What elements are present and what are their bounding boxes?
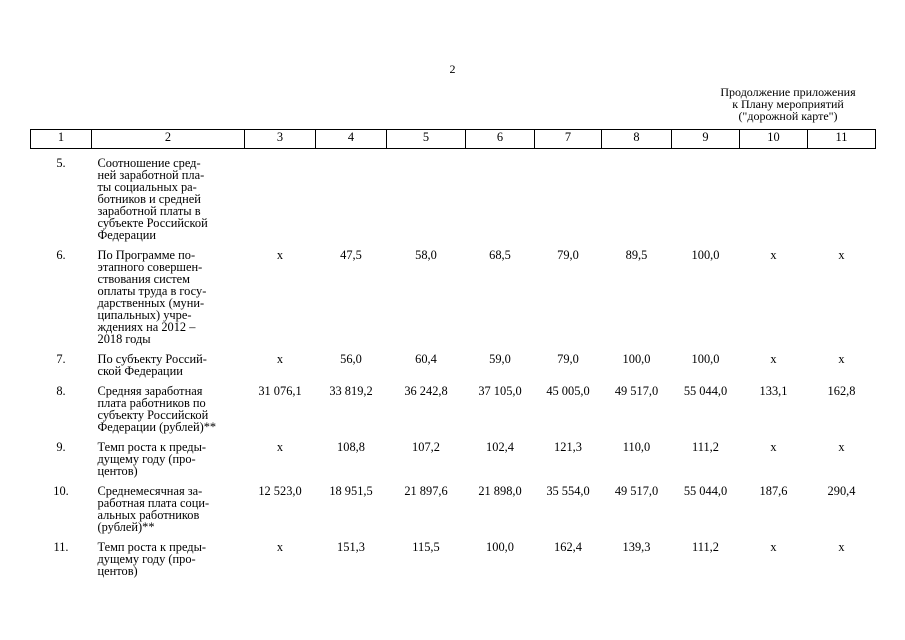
value-cell [387,157,466,241]
indicator-name-line: 2018 годы [97,332,151,346]
indicator-name-line: Среднемесячная за- [97,484,203,498]
value-cell: 37 105,0 [478,384,522,398]
column-header: 7 [535,130,602,149]
table-row [31,385,876,433]
value-cell: 162,8 [827,384,856,398]
value-cell: 12 523,0 [258,484,302,498]
indicator-name [92,541,245,577]
value-cell: 49 517,0 [614,484,659,498]
value-cell: 89,5 [625,248,648,262]
indicator-name [92,249,245,345]
indicator-name-line: субъекту Российской [97,408,209,422]
value-cell [602,157,672,241]
indicators-table [30,129,876,577]
value-cell: 36 242,8 [404,384,448,398]
indicator-name-line: ждениях на 2012 – [97,320,196,334]
row-number: 8. [56,384,66,398]
value-cell: 21 897,6 [404,484,448,498]
value-cell: 21 898,0 [478,484,522,498]
indicator-name-line: этапного совершен- [97,260,203,274]
indicator-name-line: По субъекту Россий- [97,352,207,366]
value-cell: 58,0 [415,248,437,262]
indicator-name [92,157,245,241]
value-cell: х [838,352,845,366]
value-cell: 55 044,0 [683,384,728,398]
indicator-name-line: плата работников по [97,396,206,410]
indicator-name-line: ботников и средней [97,192,201,206]
indicator-name-line: ской Федерации [97,364,183,378]
value-cell: 111,2 [692,440,719,454]
value-cell: х [770,248,777,262]
value-cell: 45 005,0 [546,384,590,398]
header-row [31,130,876,149]
value-cell [466,157,535,241]
indicator-name-line: дарственных (муни- [97,296,205,310]
column-header: 10 [740,130,808,149]
row-number: 5. [56,156,66,170]
indicator-name-line: ты социальных ра- [97,180,197,194]
value-cell: 31 076,1 [258,384,302,398]
value-cell [672,157,740,241]
value-cell: х [838,540,845,554]
table-row [31,157,876,241]
row-number: 6. [56,248,66,262]
value-cell: 47,5 [340,248,362,262]
value-cell: 108,8 [337,440,365,454]
table-row [31,249,876,345]
indicator-name-line: ствования систем [97,272,191,286]
indicator-name-line: заработной платы в [97,204,201,218]
indicator-name-line: центов) [97,564,138,578]
indicator-name-line: центов) [97,464,138,478]
indicator-name [92,485,245,533]
indicator-name-line: оплаты труда в госу- [97,284,207,298]
value-cell: 56,0 [340,352,362,366]
value-cell: 68,5 [489,248,511,262]
column-header: 6 [466,130,535,149]
appendix-caption-line: ("дорожной карте") [738,109,838,123]
value-cell: 133,1 [759,384,788,398]
indicator-name-line: работная плата соци- [97,496,210,510]
value-cell [808,157,876,241]
indicator-name-line: субъекте Российской [97,216,208,230]
value-cell: 100,0 [691,248,720,262]
value-cell: 121,3 [554,440,582,454]
column-header: 3 [245,130,316,149]
value-cell: х [276,540,284,554]
value-cell: 290,4 [827,484,856,498]
column-header: 11 [808,130,876,149]
value-cell: х [838,440,845,454]
column-header: 2 [92,130,245,149]
column-header: 9 [672,130,740,149]
column-header: 1 [31,130,92,149]
row-number: 10. [53,484,69,498]
indicator-name-line: Темп роста к преды- [97,440,207,454]
value-cell: х [770,540,777,554]
value-cell: 49 517,0 [614,384,659,398]
table-row [31,441,876,477]
appendix-caption [690,86,886,122]
row-number: 9. [56,440,66,454]
table-row [31,541,876,577]
value-cell: х [276,248,284,262]
value-cell: х [770,352,777,366]
indicator-name-line: Федерации [97,228,157,242]
value-cell [535,157,602,241]
value-cell [316,157,387,241]
table-row [31,485,876,533]
table-row [31,353,876,377]
value-cell: 102,4 [486,440,514,454]
value-cell: 110,0 [622,440,651,454]
value-cell: 100,0 [691,352,720,366]
value-cell: 111,2 [692,540,719,554]
indicator-name-line: ципальных) учре- [97,308,192,322]
indicator-name-line: По Программе по- [97,248,196,262]
indicator-name-line: Темп роста к преды- [97,540,207,554]
indicator-name-line: Соотношение сред- [97,156,201,170]
value-cell: 55 044,0 [683,484,728,498]
indicator-name [92,441,245,477]
indicator-name-line: дущему году (про- [97,452,196,466]
table-body [31,149,876,578]
value-cell: 139,3 [622,540,651,554]
column-header: 8 [602,130,672,149]
indicator-name-line: ней заработной пла- [97,168,205,182]
appendix-caption-line: к Плану мероприятий [732,97,844,111]
indicator-name-line: альных работников [97,508,200,522]
value-cell: 33 819,2 [329,384,373,398]
indicator-name [92,385,245,433]
row-number: 11. [53,540,69,554]
value-cell: х [276,440,284,454]
value-cell: 100,0 [622,352,651,366]
page-number: 2 [449,62,456,76]
value-cell: 162,4 [554,540,582,554]
value-cell [245,157,316,241]
indicator-name [92,353,245,377]
indicator-name-line: (рублей)** [97,520,155,534]
value-cell: 59,0 [489,352,511,366]
indicator-name-line: Федерации (рублей)** [97,420,217,434]
column-header: 5 [387,130,466,149]
value-cell: 79,0 [557,248,579,262]
value-cell: 187,6 [759,484,788,498]
row-number: 7. [56,352,66,366]
value-cell: 100,0 [486,540,514,554]
value-cell: 79,0 [557,352,579,366]
appendix-caption-line: Продолжение приложения [720,85,856,99]
value-cell: х [276,352,284,366]
table-header [31,130,876,149]
value-cell [740,157,808,241]
value-cell: 60,4 [415,352,437,366]
column-header: 4 [316,130,387,149]
value-cell: х [838,248,845,262]
value-cell: 35 554,0 [546,484,590,498]
indicator-name-line: дущему году (про- [97,552,196,566]
value-cell: 18 951,5 [329,484,373,498]
value-cell: 115,5 [412,540,440,554]
value-cell: 107,2 [412,440,440,454]
value-cell: х [770,440,777,454]
value-cell: 151,3 [337,540,365,554]
indicator-name-line: Средняя заработная [97,384,203,398]
